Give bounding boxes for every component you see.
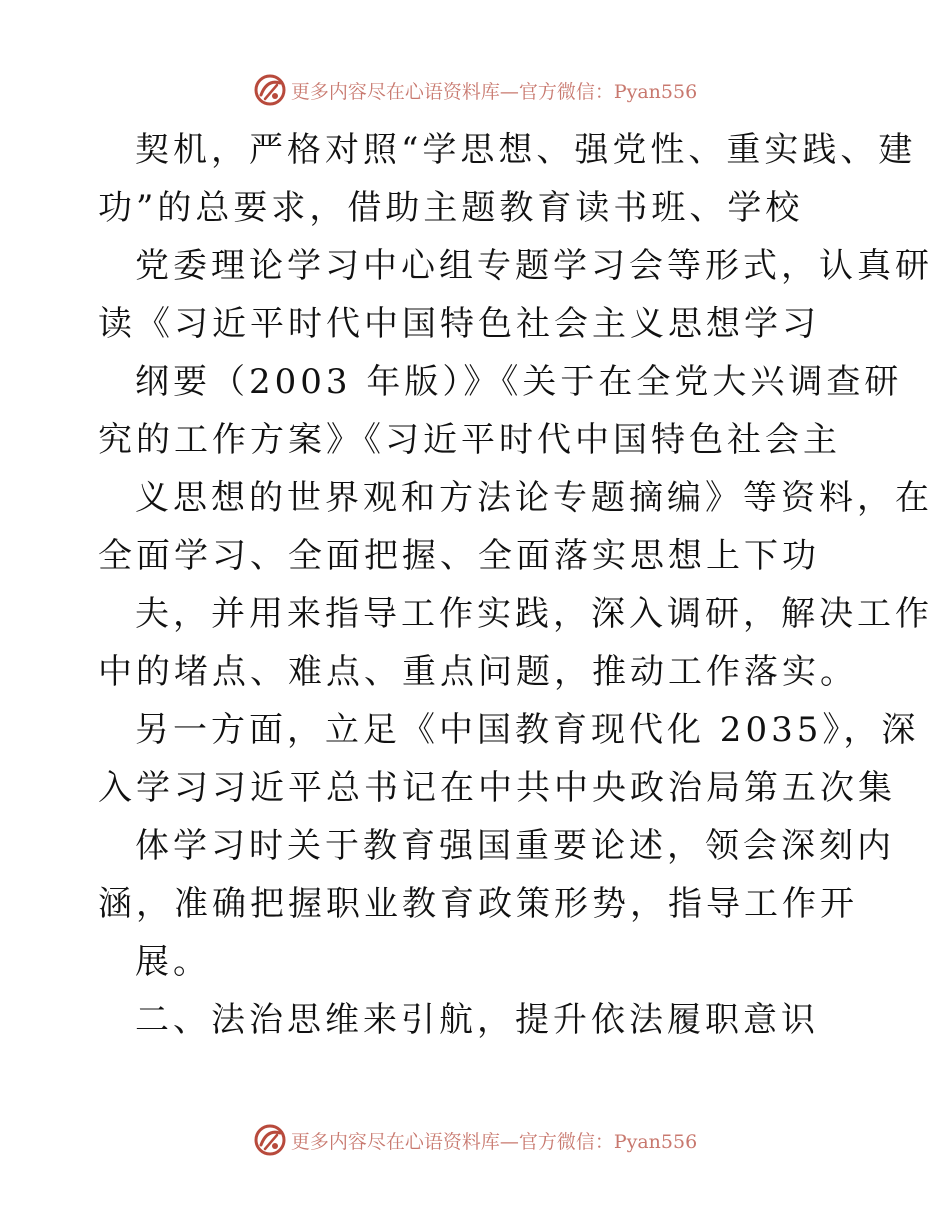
body-line-6: 究的工作方案》《习近平时代中国特色社会主 <box>98 420 841 460</box>
body-line-14: 涵，准确把握职业教育政策形势，指导工作开 <box>98 884 858 924</box>
body-line-3: 党委理论学习中心组专题学习会等形式，认真研 <box>135 246 933 286</box>
body-line-9: 夫，并用来指导工作实践，深入调研，解决工作 <box>135 594 933 634</box>
seal-logo-icon <box>253 73 287 107</box>
body-line-1: 契机，严格对照“学思想、强党性、重实践、建 <box>135 130 917 170</box>
body-line-13: 体学习时关于教育强国重要论述，领会深刻内 <box>135 826 895 866</box>
section-heading: 二、法治思维来引航，提升依法履职意识 <box>135 1000 819 1040</box>
body-line-15: 展。 <box>135 942 211 982</box>
body-line-2: 功”的总要求，借助主题教育读书班、学校 <box>98 188 804 228</box>
body-line-11: 另一方面，立足《中国教育现代化 2035》，深 <box>135 710 920 750</box>
header-banner-text: 更多内容尽在心语资料库—官方微信：Pyan556 <box>290 80 698 103</box>
footer-banner-text: 更多内容尽在心语资料库—官方微信：Pyan556 <box>290 1130 698 1153</box>
body-line-7: 义思想的世界观和方法论专题摘编》等资料，在 <box>135 478 933 518</box>
body-line-5: 纲要（2003 年版）》《关于在全党大兴调查研 <box>135 362 903 402</box>
header-banner <box>0 70 950 110</box>
body-line-8: 全面学习、全面把握、全面落实思想上下功 <box>98 536 820 576</box>
footer-banner <box>0 1120 950 1160</box>
body-line-12: 入学习习近平总书记在中共中央政治局第五次集 <box>98 768 896 808</box>
body-line-4: 读《习近平时代中国特色社会主义思想学习 <box>98 304 820 344</box>
seal-logo-icon <box>253 1123 287 1157</box>
body-line-10: 中的堵点、难点、重点问题，推动工作落实。 <box>98 652 858 692</box>
